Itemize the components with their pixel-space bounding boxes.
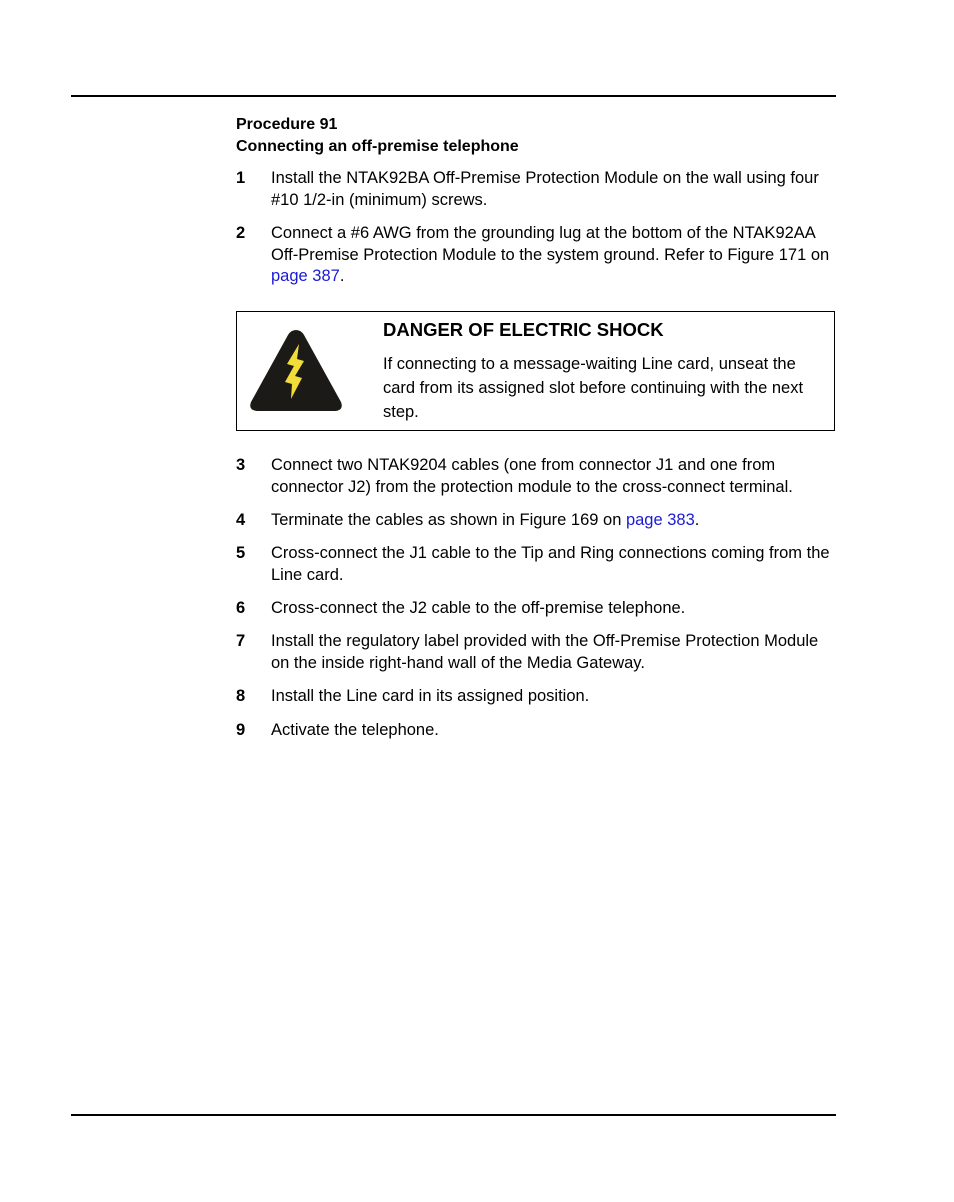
step-number: 7 <box>236 632 246 650</box>
step-number: 8 <box>236 687 246 705</box>
step-7 <box>236 631 836 674</box>
step-6 <box>236 598 836 620</box>
step-text: Activate the telephone. <box>271 721 439 739</box>
top-rule <box>71 95 836 97</box>
step-5 <box>236 543 836 586</box>
step-number: 4 <box>236 511 246 529</box>
step-1 <box>236 168 836 211</box>
step-4 <box>236 510 836 532</box>
danger-text: If connecting to a message-waiting Line card, unseat the card from its assigned slot before continuing with the next step. <box>383 355 804 421</box>
step-3 <box>236 455 836 498</box>
step-text: Install the Line card in its assigned position. <box>271 687 590 705</box>
step-text: Connect a #6 AWG from the grounding lug at the bottom of the NTAK92AA Off-Premise Protection Module to the system ground. Refer to Figure 171 on page 387. <box>271 224 830 285</box>
step-text: Install the regulatory label provided with the Off-Premise Protection Module on the inside right-hand wall of the Media Gateway. <box>271 632 819 672</box>
step-9 <box>236 720 836 742</box>
step-text: Cross-connect the J1 cable to the Tip and Ring connections coming from the Line card. <box>271 544 830 584</box>
bottom-rule <box>71 1114 836 1116</box>
danger-title: DANGER OF ELECTRIC SHOCK <box>383 319 664 340</box>
step-number: 6 <box>236 599 246 617</box>
page-383-link[interactable]: page 383 <box>625 511 695 529</box>
step-number: 2 <box>236 224 246 242</box>
step-number: 1 <box>236 169 246 187</box>
step-8 <box>236 686 836 708</box>
step-2 <box>236 223 836 288</box>
procedure-header <box>236 114 519 158</box>
step-text: Install the NTAK92BA Off-Premise Protection Module on the wall using four #10 1/2-in (minimum) screws. <box>271 169 819 209</box>
step-number: 5 <box>236 544 246 562</box>
danger-notice <box>236 311 835 431</box>
procedure-title: Connecting an off-premise telephone <box>236 138 519 155</box>
step-number: 3 <box>236 456 246 474</box>
step-text: Terminate the cables as shown in Figure 169 on page 383. <box>271 511 700 529</box>
electric-shock-warning-icon <box>247 326 345 414</box>
step-text: Connect two NTAK9204 cables (one from connector J1 and one from connector J2) from the protection module to the cross-connect terminal. <box>271 456 793 496</box>
step-number: 9 <box>236 721 246 739</box>
page-387-link[interactable]: page 387 <box>271 267 340 285</box>
step-text: Cross-connect the J2 cable to the off-premise telephone. <box>271 599 686 617</box>
procedure-number: Procedure 91 <box>236 116 338 133</box>
